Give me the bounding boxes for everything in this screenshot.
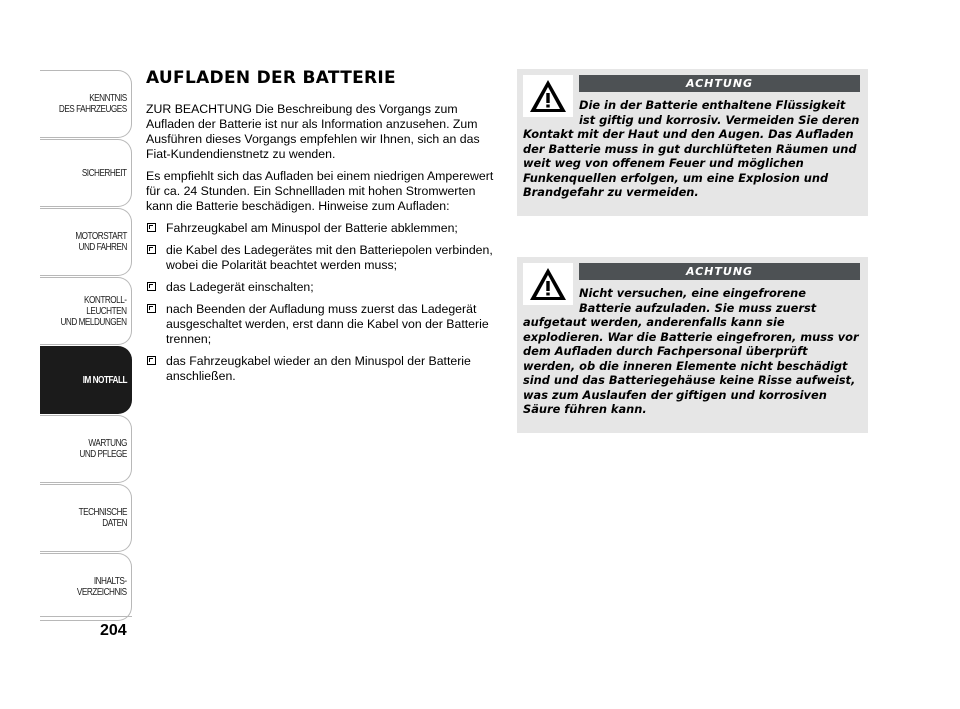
- step-text: nach Beenden der Aufladung muss zuerst das Ladegerät ausgeschaltet werden, erst dann die Kabel von der Batterie trennen;: [166, 302, 489, 346]
- recommendation-paragraph: Es empfiehlt sich das Aufladen bei einem niedrigen Amperewert für ca. 24 Stunden. Ein Schnellladen mit hohen Stromwerten kann die Batterie beschädigen. Hinweise zum Aufladen:: [146, 169, 494, 213]
- tab-im-notfall[interactable]: [40, 346, 132, 414]
- checkbox-bullet-icon: [147, 245, 156, 254]
- step-text: das Fahrzeugkabel wieder an den Minuspol der Batterie anschließen.: [166, 354, 471, 383]
- warning-header: ACHTUNG: [579, 75, 860, 92]
- tab-label: SICHERHEIT: [82, 167, 127, 179]
- intro-paragraph: ZUR BEACHTUNG Die Beschreibung des Vorgangs zum Aufladen der Batterie ist nur als Information anzusehen. Zum Ausführen dieses Vorgangs empfehlen wir Ihnen, sich an das Fiat-Kundendienstnetz zu wenden.: [146, 102, 480, 161]
- warning-box-frozen: [517, 257, 868, 433]
- warning-triangle-icon: [523, 263, 573, 305]
- step-text: die Kabel des Ladegerätes mit den Batteriepolen verbinden, wobei die Polarität beachtet werden muss;: [166, 243, 493, 272]
- tab-inhaltsverzeichnis[interactable]: [40, 553, 132, 621]
- tab-kontrollleuchten[interactable]: [40, 277, 132, 345]
- warning-header: ACHTUNG: [579, 263, 860, 280]
- warning-text: Nicht versuchen, eine eingefrorene Batterie aufzuladen. Sie muss zuerst aufgetaut werden, anderenfalls kann sie explodieren. War die Batterie eingefroren, muss vor dem Aufladen durch Fachpersonal überprüft werden, ob die inneren Elemente nicht beschädigt sind und das Batteriegehäuse keine Risse aufweist, was zum Auslaufen der giftigen und korrosiven Säure führen kann.: [523, 286, 859, 416]
- tab-label: MOTORSTART UND FAHREN: [75, 231, 127, 253]
- tab-label: TECHNISCHE DATEN: [78, 507, 127, 529]
- page-title: AUFLADEN DER BATTERIE: [146, 68, 396, 88]
- sidebar-divider: [40, 616, 132, 617]
- tab-technische-daten[interactable]: [40, 484, 132, 552]
- tab-sicherheit[interactable]: [40, 139, 132, 207]
- steps-list: [146, 221, 496, 384]
- tab-label: IM NOTFALL: [82, 374, 127, 386]
- warning-triangle-icon: [523, 75, 573, 117]
- tab-label: INHALTS- VERZEICHNIS: [77, 576, 127, 598]
- step-text: Fahrzeugkabel am Minuspol der Batterie abklemmen;: [166, 221, 458, 235]
- checkbox-bullet-icon: [147, 282, 156, 291]
- list-item: [146, 221, 496, 236]
- list-item: [146, 302, 496, 347]
- checkbox-bullet-icon: [147, 223, 156, 232]
- checkbox-bullet-icon: [147, 356, 156, 365]
- step-text: das Ladegerät einschalten;: [166, 280, 314, 294]
- main-content: [146, 68, 496, 391]
- list-item: [146, 354, 496, 384]
- list-item: [146, 280, 496, 295]
- page-number: 204: [100, 622, 127, 639]
- tab-motorstart[interactable]: [40, 208, 132, 276]
- warning-text: Die in der Batterie enthaltene Flüssigkeit ist giftig und korrosiv. Vermeiden Sie deren Kontakt mit der Haut und den Augen. Das Aufladen der Batterie muss in gut durchlüfteten Räumen und weit weg von offenem Feuer und möglichen Funkenquellen erfolgen, um eine Explosion und Brandgefahr zu vermeiden.: [523, 98, 860, 199]
- checkbox-bullet-icon: [147, 304, 156, 313]
- warning-box-acid: [517, 69, 868, 216]
- list-item: [146, 243, 496, 273]
- tab-label: WARTUNG UND PFLEGE: [79, 438, 127, 460]
- tab-label: KENNTNIS DES FAHRZEUGES: [59, 93, 127, 115]
- tab-label: KONTROLL- LEUCHTEN UND MELDUNGEN: [60, 294, 127, 328]
- tab-wartung[interactable]: [40, 415, 132, 483]
- tab-kenntnis[interactable]: [40, 70, 132, 138]
